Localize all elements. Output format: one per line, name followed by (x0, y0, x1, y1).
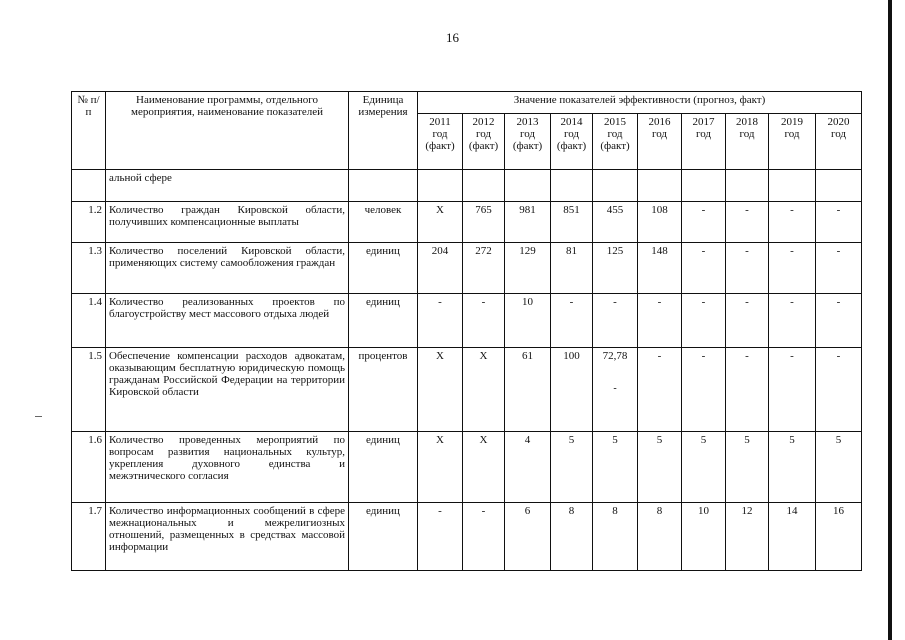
value-text: 5 (568, 434, 575, 446)
value-text: - (836, 350, 841, 362)
value-cell-2016 (638, 202, 682, 243)
value-text: - (613, 296, 617, 308)
value-text: 100 (563, 350, 580, 362)
value-cell-2011 (418, 294, 463, 348)
value-text: - (745, 204, 749, 216)
value-cell-2019 (769, 294, 816, 348)
value-text: 765 (475, 204, 492, 216)
value-cell-2019 (769, 432, 816, 503)
value-text: - (438, 296, 442, 308)
value-cell-2019 (769, 503, 816, 571)
value-cell-2012 (463, 202, 505, 243)
page-number: 16 (446, 30, 459, 45)
header-year-l1: год (830, 128, 847, 140)
value-text: 8 (656, 505, 663, 517)
header-year-year: 2015 (604, 116, 626, 128)
value-cell-2018 (726, 432, 769, 503)
header-year-2015 (593, 114, 638, 170)
table-row (72, 348, 862, 432)
value-cell-2017 (682, 432, 726, 503)
value-cell-2015 (593, 432, 638, 503)
header-year-year: 2019 (781, 116, 803, 128)
indicator-name: Количество информационных сообщений в сфере межнациональных и межрелигиозных отношений, размещенных в средствах массовой информации (106, 503, 349, 571)
header-year-2019 (769, 114, 816, 170)
value-text: - (836, 204, 841, 216)
value-text: - (790, 350, 794, 362)
value-cell-2011 (418, 202, 463, 243)
row-number: 1.2 (72, 202, 106, 243)
value-text: 5 (789, 434, 795, 446)
indicators-table (71, 91, 862, 571)
header-unit: Единица измерения (349, 92, 418, 170)
value-text: 129 (519, 245, 536, 257)
unit-of-measure: человек (349, 202, 418, 243)
value-text: 14 (786, 505, 798, 517)
value-text: - (701, 245, 706, 257)
unit-of-measure: единиц (349, 294, 418, 348)
value-text: 10 (522, 296, 533, 308)
value-cell-2014 (551, 503, 593, 571)
value-text: Х (436, 434, 444, 446)
value-text: 5 (700, 434, 707, 446)
value-text: 16 (833, 505, 844, 517)
value-cell-2014 (551, 243, 593, 294)
header-year-l1: год (695, 128, 712, 140)
scan-edge-bar (888, 0, 892, 640)
table-row (72, 202, 862, 243)
value-cell-2013 (505, 348, 551, 432)
header-year-l1: год (475, 128, 492, 140)
value-cell-2020 (816, 294, 862, 348)
value-cell-2020 (816, 243, 862, 294)
value-cell-2017 (682, 348, 726, 432)
header-name: Наименование программы, отдельного мероприятия, наименование показателей (106, 92, 349, 170)
value-text: - (745, 296, 749, 308)
value-text: - (790, 245, 794, 257)
value-cell-2015 (593, 503, 638, 571)
value-cell-2015 (593, 348, 638, 432)
unit-of-measure: единиц (349, 432, 418, 503)
value-text: 8 (568, 505, 575, 517)
value-cell-2020 (816, 348, 862, 432)
value-text: - (481, 505, 486, 517)
header-year-2011 (418, 114, 463, 170)
continuation-row (72, 170, 862, 202)
header-year-2018 (726, 114, 769, 170)
indicator-name: Количество граждан Кировской области, получивших компенсационные выплаты (106, 202, 349, 243)
value-cell-2016 (638, 503, 682, 571)
value-cell-2014 (551, 348, 593, 432)
indicator-name: Обеспечение компенсации расходов адвокатам, оказывающим бесплатную юридическую помощь гражданам Российской Федерации на территории Кировской области (106, 348, 349, 432)
value-text: - (701, 350, 706, 362)
value-cell-2019 (769, 243, 816, 294)
value-text: - (701, 204, 706, 216)
value-text: - (745, 245, 749, 257)
indicator-name: Количество поселений Кировской области, применяющих систему самообложения граждан (106, 243, 349, 294)
value-text: 272 (475, 245, 492, 257)
value-cell-2017 (682, 243, 726, 294)
value-text: 6 (524, 505, 531, 517)
value-text: 204 (431, 245, 449, 257)
value-cell-2015 (593, 243, 638, 294)
value-text: - (657, 350, 662, 362)
header-year-l1: год (519, 128, 536, 140)
header-values: Значение показателей эффективности (прогноз, факт) (418, 92, 862, 114)
value-text: Х (436, 350, 444, 362)
header-year-year: 2012 (472, 116, 495, 128)
value-cell-2012 (463, 294, 505, 348)
value-text: - (790, 204, 794, 216)
value-text: - (657, 296, 662, 308)
value-cell-2017 (682, 503, 726, 571)
value-text: 81 (566, 245, 577, 257)
unit-of-measure: единиц (349, 243, 418, 294)
value-text: 148 (651, 245, 668, 257)
header-year-year: 2014 (560, 116, 583, 128)
value-cell-2020 (816, 202, 862, 243)
header-year-2020 (816, 114, 862, 170)
value-text: 108 (651, 204, 668, 216)
header-year-year: 2016 (648, 116, 671, 128)
value-cell-2011 (418, 503, 463, 571)
header-year-l2: (факт) (425, 140, 455, 152)
table-row (72, 503, 862, 571)
header-year-year: 2018 (736, 116, 758, 128)
value-cell-2012 (463, 503, 505, 571)
value-cell-2013 (505, 432, 551, 503)
stray-mark: - (613, 383, 617, 394)
value-cell-2014 (551, 432, 593, 503)
header-year-l1: год (651, 128, 668, 140)
header-year-l1: год (739, 128, 755, 140)
value-text: Х (479, 350, 488, 362)
indicator-name: Количество реализованных проектов по благоустройству мест массового отдыха людей (106, 294, 349, 348)
value-text: - (569, 296, 574, 308)
value-cell-2015 (593, 294, 638, 348)
row-number: 1.6 (72, 432, 106, 503)
row-number: 1.4 (72, 294, 106, 348)
value-text: 12 (741, 505, 753, 517)
value-cell-2014 (551, 294, 593, 348)
row-number: 1.7 (72, 503, 106, 571)
value-cell-2018 (726, 202, 769, 243)
continuation-num (72, 170, 106, 202)
value-cell-2016 (638, 432, 682, 503)
value-cell-2016 (638, 243, 682, 294)
value-cell-2011 (418, 348, 463, 432)
value-text: 5 (744, 434, 750, 446)
value-text: - (481, 296, 486, 308)
value-cell-2013 (505, 503, 551, 571)
header-year-l1: год (563, 128, 580, 140)
header-year-year: 2017 (692, 116, 715, 128)
header-year-l1: год (784, 128, 800, 140)
value-cell-2016 (638, 294, 682, 348)
header-year-2017 (682, 114, 726, 170)
value-cell-2018 (726, 294, 769, 348)
row-number: 1.3 (72, 243, 106, 294)
value-cell-2017 (682, 202, 726, 243)
value-text: Х (436, 204, 444, 216)
value-cell-2012 (463, 432, 505, 503)
value-cell-2014 (551, 202, 593, 243)
unit-of-measure: единиц (349, 503, 418, 571)
table-row (72, 294, 862, 348)
unit-of-measure: процентов (349, 348, 418, 432)
header-row-top (72, 92, 862, 114)
table-row (72, 432, 862, 503)
value-text: - (745, 350, 749, 362)
header-year-l2: (факт) (512, 140, 543, 152)
value-text: - (790, 296, 794, 308)
value-text: 8 (612, 505, 618, 517)
value-cell-2016 (638, 348, 682, 432)
value-cell-2012 (463, 243, 505, 294)
value-text: - (836, 296, 841, 308)
value-cell-2018 (726, 503, 769, 571)
value-text: 455 (606, 204, 624, 216)
value-cell-2020 (816, 432, 862, 503)
indicator-name: Количество проведенных мероприятий по вопросам развития национальных культур, укрепления духовного единства и межэтнического согласия (106, 432, 349, 503)
value-text: 981 (519, 204, 536, 216)
header-year-2013 (505, 114, 551, 170)
value-cell-2012 (463, 348, 505, 432)
value-cell-2017 (682, 294, 726, 348)
value-cell-2019 (769, 202, 816, 243)
row-number: 1.5 (72, 348, 106, 432)
header-year-l2: (факт) (468, 140, 499, 152)
header-year-l2: (факт) (600, 140, 630, 152)
header-year-year: 2011 (429, 116, 451, 128)
table-row (72, 243, 862, 294)
value-cell-2015 (593, 202, 638, 243)
margin-mark (35, 416, 42, 417)
continuation-text: альной сфере (106, 170, 349, 202)
header-num: № п/п (72, 92, 106, 170)
value-text: 61 (522, 350, 533, 362)
header-year-2012 (463, 114, 505, 170)
value-cell-2011 (418, 243, 463, 294)
value-cell-2018 (726, 243, 769, 294)
value-text: 125 (606, 245, 624, 257)
value-cell-2020 (816, 503, 862, 571)
header-year-l2: (факт) (556, 140, 587, 152)
value-text: - (701, 296, 706, 308)
header-year-2014 (551, 114, 593, 170)
value-cell-2013 (505, 294, 551, 348)
value-text: - (836, 245, 841, 257)
value-text: 5 (835, 434, 842, 446)
value-text: 4 (524, 434, 531, 446)
header-year-l1: год (607, 128, 623, 140)
value-text: 851 (563, 204, 580, 216)
value-text: 10 (698, 505, 709, 517)
value-cell-2019 (769, 348, 816, 432)
table-body (72, 170, 862, 571)
value-cell-2013 (505, 202, 551, 243)
value-text: 72,78 (602, 350, 628, 362)
value-cell-2011 (418, 432, 463, 503)
value-cell-2013 (505, 243, 551, 294)
value-text: 5 (656, 434, 663, 446)
header-year-year: 2020 (827, 116, 850, 128)
value-text: 5 (612, 434, 618, 446)
value-cell-2018 (726, 348, 769, 432)
value-text: Х (479, 434, 488, 446)
header-year-year: 2013 (516, 116, 539, 128)
value-text: - (438, 505, 442, 517)
header-year-2016 (638, 114, 682, 170)
header-year-l1: год (432, 128, 448, 140)
